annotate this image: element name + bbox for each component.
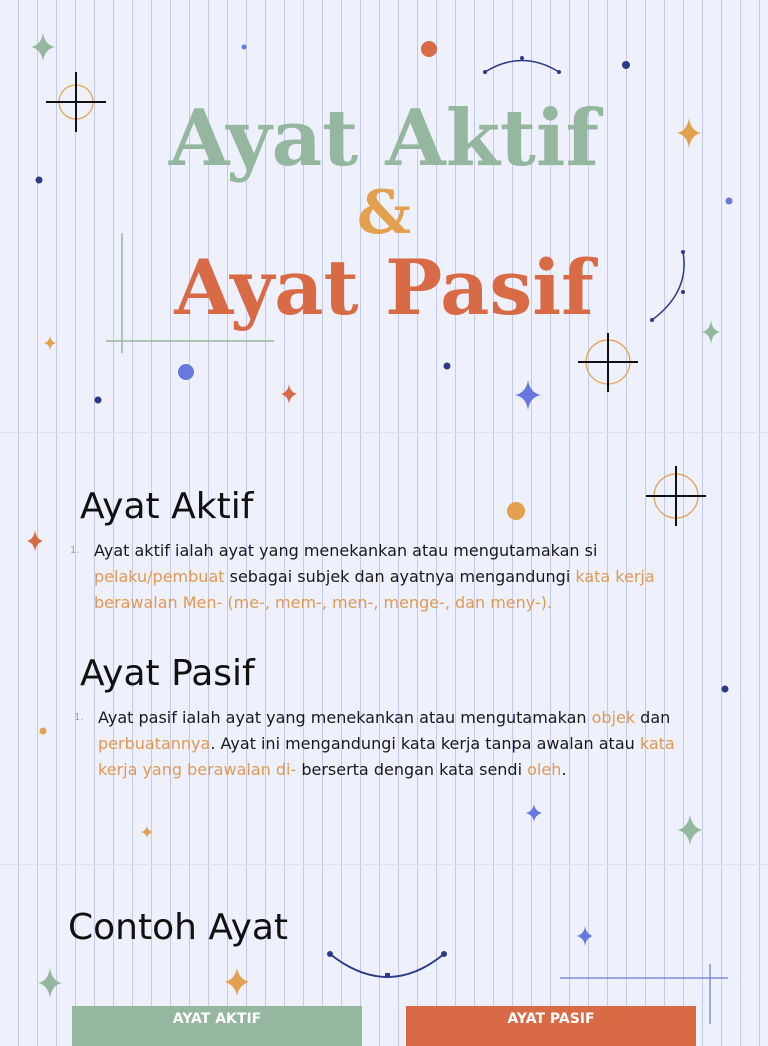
text-segment: Ayat aktif ialah ayat yang menekankan atau mengutamakan si: [94, 541, 598, 560]
sparkle-icon: [678, 815, 702, 845]
title-line-1: Ayat Aktif: [168, 93, 600, 184]
sparkle-icon: [526, 804, 542, 822]
text-segment: sebagai subjek dan ayatnya mengandungi: [224, 567, 576, 586]
text-segment: berserta dengan kata sendi: [296, 760, 528, 779]
sparkle-icon: [141, 826, 153, 838]
list-number: 1.: [70, 545, 80, 556]
text-segment: . Ayat ini mengandungi kata kerja tanpa awalan atau: [210, 734, 640, 753]
text-segment: Ayat pasif ialah ayat yang menekankan atau mengutamakan: [98, 708, 592, 727]
text-segment: dan: [635, 708, 671, 727]
highlight-text: perbuatannya: [98, 734, 211, 753]
heading-contoh-ayat: Contoh Ayat: [68, 907, 289, 948]
highlight-text: kata kerja yang berawalan di-: [98, 734, 675, 779]
sparkle-icon: [515, 380, 541, 410]
heading-ayat-aktif: Ayat Aktif: [80, 486, 254, 527]
list-number: 1.: [74, 712, 84, 723]
sparkle-icon: [27, 530, 43, 552]
crosshair-icon: [578, 333, 638, 392]
highlight-text: pelaku/pembuat: [94, 567, 225, 586]
heading-ayat-pasif: Ayat Pasif: [80, 653, 255, 694]
ayat-pasif-box: AYAT PASIF: [406, 1006, 696, 1046]
text-segment: .: [561, 760, 567, 779]
sparkle-icon: [31, 33, 55, 61]
sparkle-icon: [577, 926, 593, 946]
sparkle-icon: [281, 384, 297, 404]
title-ampersand: &: [356, 178, 412, 248]
title-line-2: Ayat Pasif: [174, 243, 594, 332]
highlight-text: objek: [591, 708, 636, 727]
highlight-text: kata kerja berawalan Men- (me-, mem-, men-, menge-, dan meny-).: [94, 567, 655, 612]
sparkle-icon: [44, 336, 56, 350]
crosshair-icon: [646, 466, 706, 526]
sparkle-icon: [38, 968, 62, 998]
ayat-aktif-box: AYAT AKTIF: [72, 1006, 362, 1046]
definition-ayat-pasif: [74, 705, 718, 783]
sparkle-icon: [225, 968, 249, 996]
highlight-text: oleh: [527, 760, 562, 779]
definition-ayat-aktif: [70, 538, 714, 616]
